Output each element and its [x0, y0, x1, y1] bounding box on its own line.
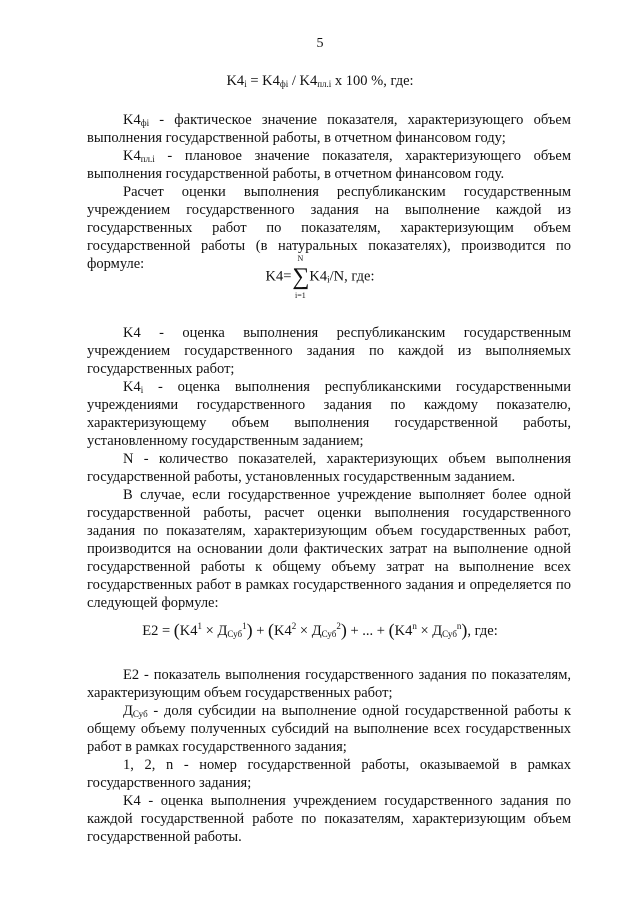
text-block-2 — [87, 324, 571, 612]
definition-e2: E2 - показатель выполнения государственного задания по показателям, характеризующим объем государственных работ; — [87, 667, 571, 701]
definition-dsub: $Д_{Суб}$ - доля субсидии на выполнение одной государственной работы к общему объему полученных субсидий на выполнение всех государственных работ в рамках государственного задания; — [87, 703, 571, 755]
definition-k4: K4 - оценка выполнения республиканским государственным учреждением государственного задания по каждой из выполняемых государственных работ; — [87, 325, 571, 377]
text-block-1 — [87, 111, 571, 273]
definition-n: N - количество показателей, характеризующих объем выполнения государственной работы, установленных государственным заданием. — [87, 451, 571, 485]
definition-k4-final: K4 - оценка выполнения учреждением государственного задания по каждой государственной работе по показателям, характеризующим объем государственной работы. — [87, 793, 571, 845]
calc-paragraph: Расчет оценки выполнения республиканским государственным учреждением государственного задания на выполнение каждой из государственных работ по показателям, характеризующим объем государственной работы (в натуральных показателях), производится по формуле: — [87, 184, 571, 272]
text-block-3 — [87, 666, 571, 846]
formula-k4-sum: K4= N ∑ i=1 $K4_i/N$, где: — [265, 254, 375, 300]
page-number: 5 — [316, 36, 324, 51]
formula-k4i: $K4_i = K4_{фi} / K4_{пл.i}$ x 100 %, где: — [226, 73, 414, 89]
formula-e2: $E2 = (K4^1 \times Д_{Суб}^1) + (K4^2 \times Д_{Суб}^2)$ + ... + $(K4^n \times Д_{Суб}^n)$, где: — [142, 620, 498, 640]
definition-numbers: 1, 2, n - номер государственной работы, оказываемой в рамках государственного задания; — [87, 757, 571, 791]
definition-k4fi: $K4_{фi}$ - фактическое значение показателя, характеризующего объем выполнения государственной работы, в отчетном финансовом году; — [87, 112, 571, 146]
case-paragraph: В случае, если государственное учреждение выполняет более одной государственной работы, расчет оценки выполнения государственного задания по показателям, характеризующим объем государственных работ, производится на основании доли фактических затрат на выполнение одной государственной работы к общему объему затрат на выполнение всех государственных работ в рамках государственного задания и определяется по следующей формуле: — [87, 487, 571, 611]
sum-symbol: N ∑ i=1 — [292, 254, 310, 300]
definition-k4pli: $K4_{пл.i}$ - плановое значение показателя, характеризующего объем выполнения государственной работы, в отчетном финансовом году. — [87, 148, 571, 182]
definition-k4i: $K4_i$ - оценка выполнения республиканскими государственными учреждениями государственного задания по каждому показателю, характеризующему объем выполнения государственной работы, установленному государственным заданием; — [87, 379, 571, 449]
